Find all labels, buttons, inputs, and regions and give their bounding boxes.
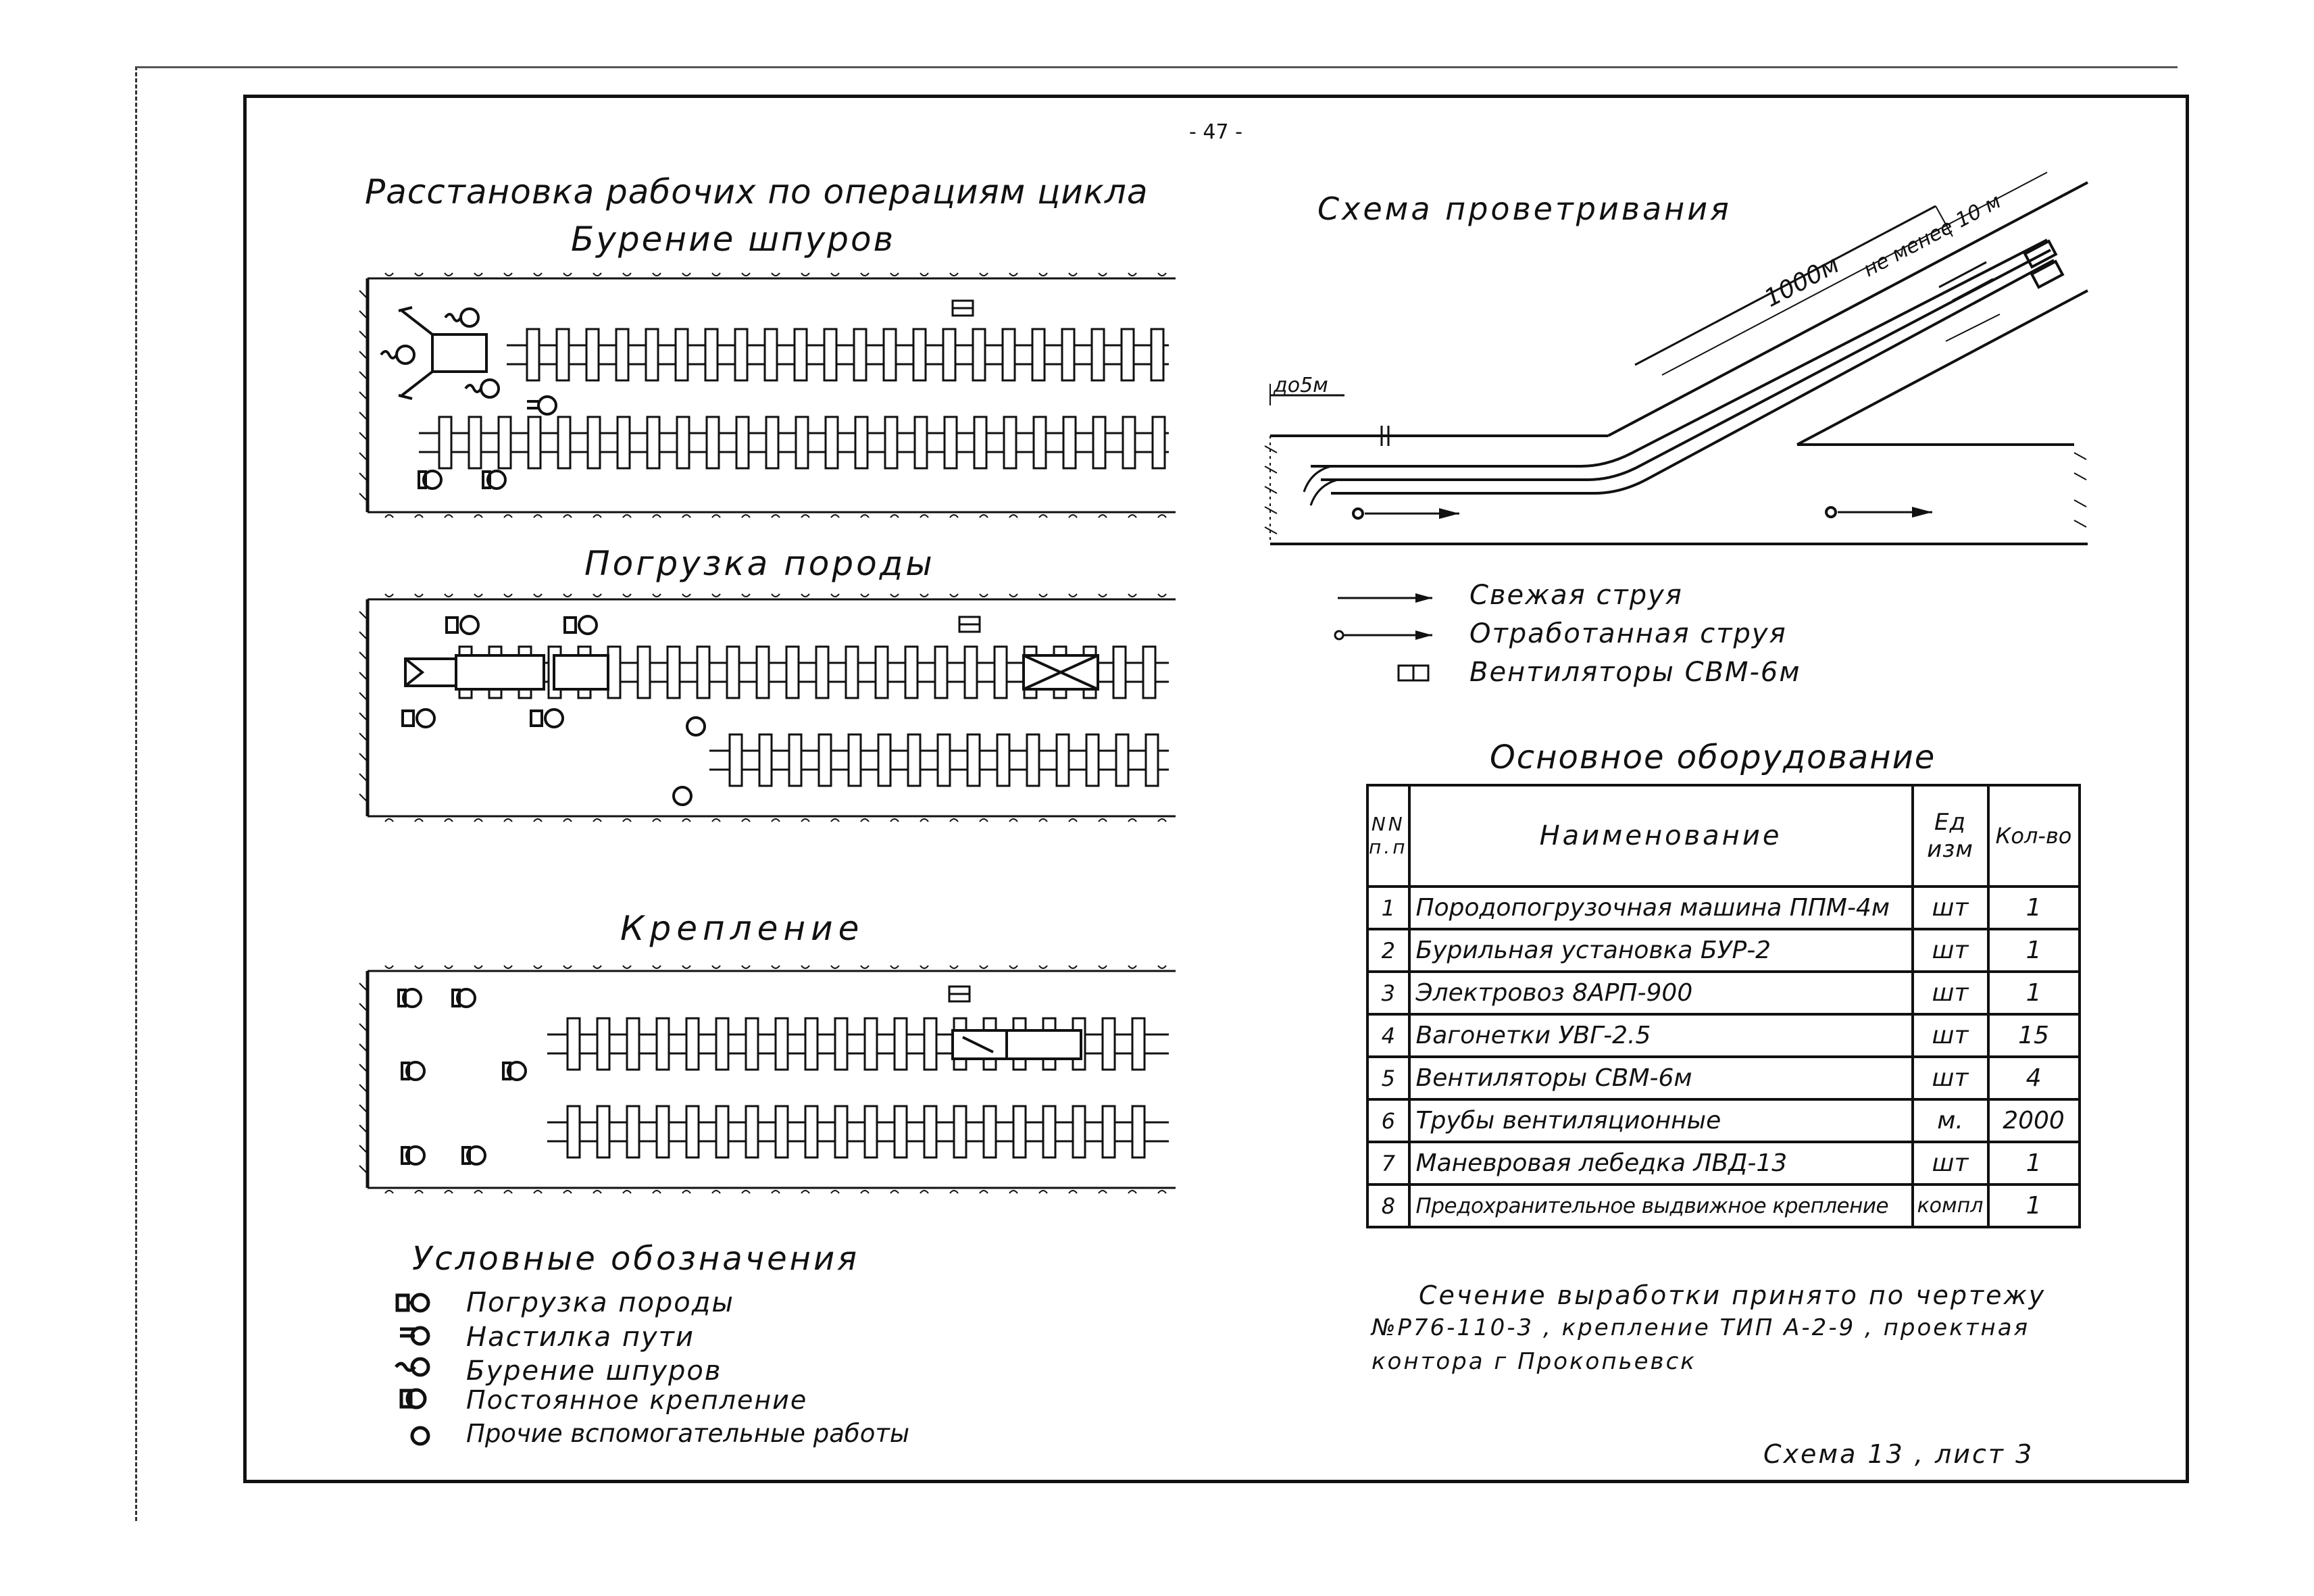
table-row	[1367, 929, 2080, 972]
row-name: Бурильная установка БУР-2	[1409, 929, 1913, 972]
row-no: 2	[1367, 929, 1409, 972]
row-qty: 1	[1988, 1184, 2080, 1227]
worker-drill-icon	[381, 346, 414, 364]
worker-support-icon	[402, 1147, 424, 1164]
rail-track	[547, 1106, 1169, 1157]
worker-track-icon	[527, 397, 556, 414]
worker-loading-icon	[403, 709, 434, 727]
section-title-drilling: Бурение шпуров	[571, 220, 896, 259]
note-line-1: Сечение выработки принято по чертежу	[1419, 1280, 2046, 1310]
flow-legend-symbols	[1331, 578, 1466, 686]
row-no: 3	[1367, 972, 1409, 1014]
shuttle-car	[554, 655, 608, 689]
loader-machine	[405, 659, 456, 686]
header-unit: Ед изм	[1913, 785, 1988, 887]
row-unit: шт	[1913, 929, 1988, 972]
row-name: Маневровая лебедка ЛВД-13	[1409, 1142, 1913, 1184]
table-row	[1367, 972, 2080, 1014]
table-row	[1367, 1014, 2080, 1057]
worker-loading-icon	[447, 616, 478, 634]
dim-min-10m: не менее 10 м	[1859, 189, 2005, 282]
row-qty: 4	[1988, 1057, 2080, 1099]
auxiliary-worker-icon	[412, 1428, 428, 1444]
fan-icon	[949, 987, 970, 1001]
worker-loading-icon	[565, 616, 597, 634]
drilling-layout-diagram	[358, 270, 1176, 527]
worker-support-icon	[399, 989, 421, 1007]
flow-legend-fresh: Свежая струя	[1469, 580, 1683, 611]
row-no: 5	[1367, 1057, 1409, 1099]
row-qty: 1	[1988, 929, 2080, 972]
legend-symbols	[392, 1287, 439, 1456]
table-row	[1367, 887, 2080, 929]
row-name: Вагонетки УВГ-2.5	[1409, 1014, 1913, 1057]
rail-track	[709, 734, 1169, 786]
row-qty: 15	[1988, 1014, 2080, 1057]
row-qty: 1	[1988, 1142, 2080, 1184]
note-line-2: №Р76-110-3 , крепление ТИП А-2-9 , проектная	[1372, 1314, 2030, 1341]
worker-drill-icon	[445, 309, 478, 326]
legend-item-drilling: Бурение шпуров	[466, 1355, 722, 1387]
dim-1000m: 1000м	[1759, 250, 1844, 313]
row-name: Вентиляторы СВМ-6м	[1409, 1057, 1913, 1099]
row-no: 4	[1367, 1014, 1409, 1057]
row-qty: 2000	[1988, 1099, 2080, 1142]
row-name: Породопогрузочная машина ППМ-4м	[1409, 887, 1913, 929]
ventilation-title: Схема проветривания	[1317, 191, 1732, 227]
page-number: - 47 -	[1189, 120, 1242, 144]
row-no: 6	[1367, 1099, 1409, 1142]
header-qty: Кол-во	[1988, 785, 2080, 887]
worker-support-icon	[503, 1062, 526, 1080]
row-name: Предохранительное выдвижное крепление	[1409, 1184, 1913, 1227]
flow-legend-exhaust: Отработанная струя	[1469, 618, 1787, 649]
equipment-table	[1366, 784, 2081, 1228]
support-layout-diagram	[358, 963, 1176, 1203]
tunnel-walls	[359, 594, 1176, 822]
legend-item-track: Настилка пути	[466, 1322, 695, 1353]
worker-support-icon	[402, 1062, 424, 1080]
row-unit: шт	[1913, 972, 1988, 1014]
fan-icon	[959, 617, 980, 632]
equipment-title: Основное оборудование	[1490, 739, 1936, 776]
table-row	[1367, 1184, 2080, 1227]
ventilation-scheme-diagram	[1257, 169, 2094, 561]
legend-item-auxiliary: Прочие вспомогательные работы	[466, 1419, 910, 1448]
loader-machine	[953, 1030, 1007, 1059]
section-title-loading: Погрузка породы	[584, 544, 935, 583]
locomotive	[1024, 655, 1098, 689]
header-no: NN п.п	[1367, 785, 1409, 887]
note-line-3: контора г Прокопьевск	[1372, 1348, 1696, 1375]
row-unit: шт	[1913, 1142, 1988, 1184]
dim-5m: до5м	[1274, 374, 1328, 397]
row-unit: шт	[1913, 887, 1988, 929]
fan-icon	[953, 301, 973, 316]
row-no: 8	[1367, 1184, 1409, 1227]
exhaust-air-arrow-icon	[1335, 631, 1343, 639]
worker-loading-icon	[531, 709, 563, 727]
main-title: Расстановка рабочих по операциям цикла	[365, 172, 1149, 211]
legend-item-loading: Погрузка породы	[466, 1287, 735, 1318]
row-unit: м.	[1913, 1099, 1988, 1142]
table-header-row	[1367, 785, 2080, 887]
row-qty: 1	[1988, 972, 2080, 1014]
row-unit: шт	[1913, 1057, 1988, 1099]
row-name: Электровоз 8АРП-900	[1409, 972, 1913, 1014]
tunnel-walls	[359, 966, 1176, 1193]
legend-item-support: Постоянное крепление	[466, 1385, 808, 1415]
worker-aux-icon	[687, 718, 705, 735]
rail-track	[419, 417, 1169, 468]
flow-legend-fans: Вентиляторы СВМ-6м	[1469, 657, 1801, 688]
row-unit: шт	[1913, 1014, 1988, 1057]
row-no: 1	[1367, 887, 1409, 929]
row-name: Трубы вентиляционные	[1409, 1099, 1913, 1142]
drilling-rig-body	[432, 334, 486, 372]
table-row	[1367, 1099, 2080, 1142]
row-unit: компл	[1913, 1184, 1988, 1227]
worker-support-icon	[483, 471, 505, 489]
section-title-support: Крепление	[620, 909, 865, 948]
drilling-rig-booms	[399, 307, 432, 399]
legend-title: Условные обозначения	[412, 1240, 860, 1278]
loading-worker-icon-circle	[412, 1295, 428, 1311]
table-row	[1367, 1057, 2080, 1099]
loading-worker-icon	[397, 1295, 408, 1310]
worker-drill-icon	[466, 380, 499, 397]
header-name: Наименование	[1409, 785, 1913, 887]
worker-support-icon	[463, 1147, 485, 1164]
worker-support-icon	[453, 989, 475, 1007]
worker-aux-icon	[674, 787, 691, 805]
row-qty: 1	[1988, 887, 2080, 929]
rail-track	[507, 329, 1169, 380]
row-no: 7	[1367, 1142, 1409, 1184]
loading-layout-diagram	[358, 591, 1176, 834]
sheet-label: Схема 13 , лист 3	[1763, 1439, 2034, 1469]
worker-support-icon	[419, 471, 441, 489]
conveyor-body	[456, 655, 544, 689]
table-row	[1367, 1142, 2080, 1184]
